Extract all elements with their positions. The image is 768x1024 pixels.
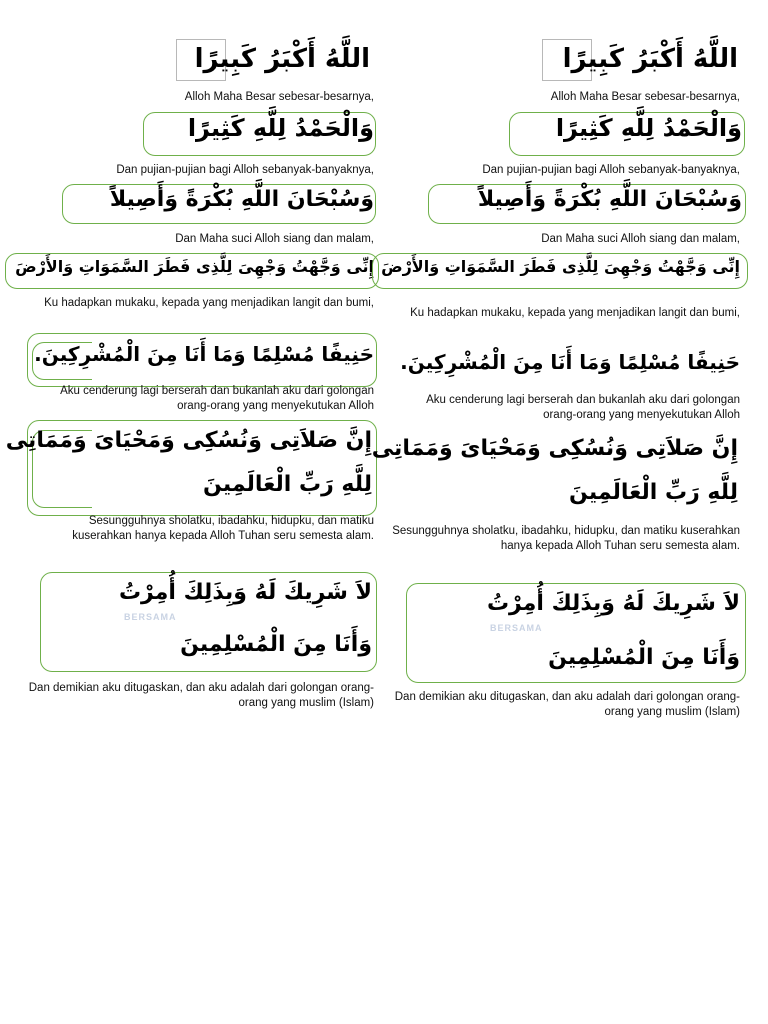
verse-5-translation: Aku cenderung lagi berserah dan bukanlah aku dari golongan orang-orang yang menyekutukan Alloh	[426, 394, 740, 421]
verse-1-arabic: اللَّهُ أَكْبَرُ كَبِيرًا	[562, 44, 738, 74]
verse-6-arabic-line2: لِلَّهِ رَبِّ الْعَالَمِينَ	[203, 472, 372, 497]
verse-2-translation: Dan pujian-pujian bagi Alloh sebanyak-banyaknya,	[482, 164, 740, 176]
verse-4-arabic: إِنِّى وَجَّهْتُ وَجْهِىَ لِلَّذِى فَطَرَ السَّمَوَاتِ وَالأَرْضَ	[381, 257, 740, 276]
verse-3-translation: Dan Maha suci Alloh siang dan malam,	[175, 233, 374, 245]
verse-4-translation: Ku hadapkan mukaku, kepada yang menjadikan langit dan bumi,	[410, 307, 740, 319]
watermark: BERSAMA	[490, 623, 543, 633]
verse-7-arabic-line2: وَأَنَا مِنَ الْمُسْلِمِينَ	[180, 632, 372, 657]
verse-6-translation: Sesungguhnya sholatku, ibadahku, hidupku, dan matiku kuserahkan hanya kepada Alloh Tuhan seru semesta alam.	[72, 515, 374, 542]
verse-5-arabic: حَنِيفًا مُسْلِمًا وَمَا أَنَا مِنَ الْمُشْرِكِينَ.	[400, 350, 740, 374]
verse-6-arabic-line1: إِنَّ صَلاَتِى وَنُسُكِى وَمَحْيَاىَ وَمَمَاتِى	[371, 436, 738, 461]
verse-3-translation: Dan Maha suci Alloh siang dan malam,	[541, 233, 740, 245]
verse-1-translation: Alloh Maha Besar sebesar-besarnya,	[184, 91, 374, 103]
verse-2-translation: Dan pujian-pujian bagi Alloh sebanyak-banyaknya,	[116, 164, 374, 176]
verse-6-arabic-line2: لِلَّهِ رَبِّ الْعَالَمِينَ	[569, 480, 738, 505]
verse-7-arabic-line1: لاَ شَرِيكَ لَهُ وَبِذَلِكَ أُمِرْتُ	[486, 591, 740, 616]
verse-3-arabic: وَسُبْحَانَ اللَّهِ بُكْرَةً وَأَصِيلاً	[477, 187, 742, 212]
verse-6-arabic-line1: إِنَّ صَلاَتِى وَنُسُكِى وَمَحْيَاىَ وَمَمَاتِى	[5, 428, 372, 453]
verse-1-arabic: اللَّهُ أَكْبَرُ كَبِيرًا	[194, 44, 370, 74]
watermark: BERSAMA	[124, 612, 177, 622]
verse-5-translation: Aku cenderung lagi berserah dan bukanlah aku dari golongan orang-orang yang menyekutukan Alloh	[60, 385, 374, 412]
verse-7-translation: Dan demikian aku ditugaskan, dan aku adalah dari golongan orang-orang yang muslim (Islam)	[28, 682, 374, 709]
verse-5-arabic: حَنِيفًا مُسْلِمًا وَمَا أَنَا مِنَ الْمُشْرِكِينَ.	[34, 342, 374, 366]
verse-6-translation: Sesungguhnya sholatku, ibadahku, hidupku, dan matiku kuserahkan hanya kepada Alloh Tuhan seru semesta alam.	[392, 525, 740, 552]
verse-2-arabic: وَالْحَمْدُ لِلَّهِ كَثِيرًا	[555, 114, 742, 142]
verse-1-translation: Alloh Maha Besar sebesar-besarnya,	[550, 91, 740, 103]
column-right	[371, 0, 768, 1024]
verse-7-arabic-line2: وَأَنَا مِنَ الْمُسْلِمِينَ	[548, 645, 740, 670]
verse-4-arabic: إِنِّى وَجَّهْتُ وَجْهِىَ لِلَّذِى فَطَرَ السَّمَوَاتِ وَالأَرْضَ	[15, 257, 374, 276]
verse-3-arabic: وَسُبْحَانَ اللَّهِ بُكْرَةً وَأَصِيلاً	[109, 187, 374, 212]
verse-2-arabic: وَالْحَمْدُ لِلَّهِ كَثِيرًا	[187, 114, 374, 142]
verse-7-arabic-line1: لاَ شَرِيكَ لَهُ وَبِذَلِكَ أُمِرْتُ	[118, 580, 372, 605]
verse-4-translation: Ku hadapkan mukaku, kepada yang menjadikan langit dan bumi,	[44, 297, 374, 309]
verse-7-translation: Dan demikian aku ditugaskan, dan aku adalah dari golongan orang-orang yang muslim (Islam)	[394, 691, 740, 718]
